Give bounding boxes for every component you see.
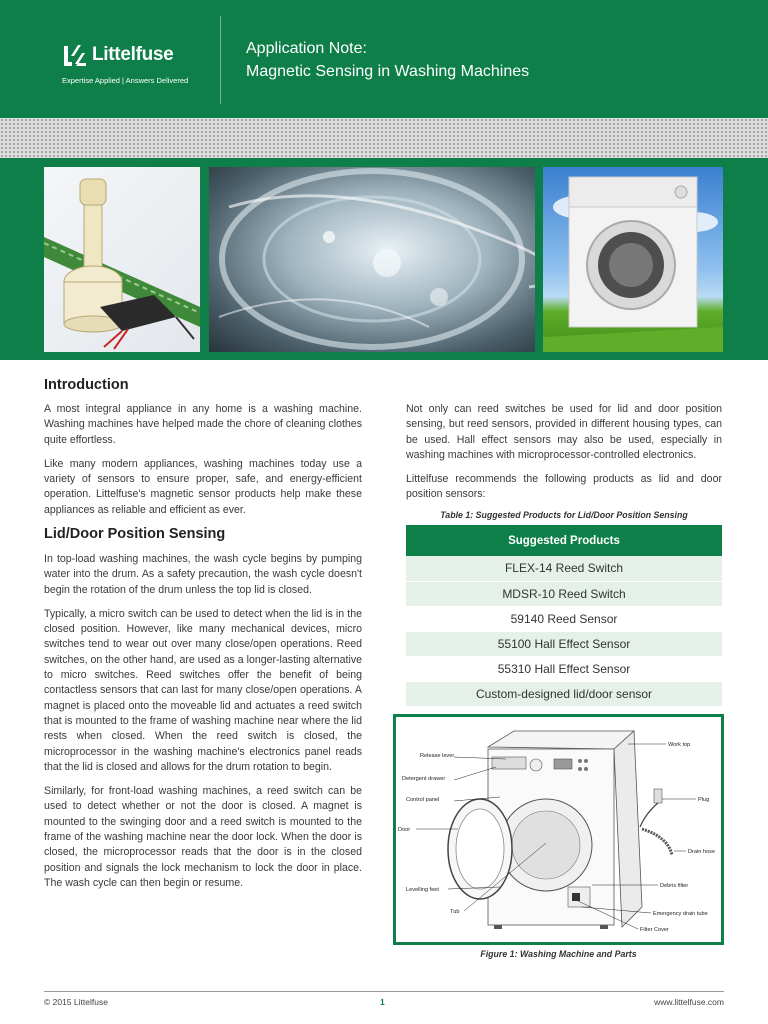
table-caption: Table 1: Suggested Products for Lid/Door Position Sensing: [440, 510, 688, 520]
right-paragraph-1: Not only can reed switches be used for lid and door position sensing, but reed sensors, provided in different housing types, can be used. Hall effect sensors may also be used, especially in washing machines with microprocessor-controlled electronics.: [406, 403, 722, 461]
footer-divider: [44, 991, 724, 992]
label-control-panel: Control panel: [406, 797, 440, 803]
label-tub: Tub: [450, 909, 460, 915]
lid-door-heading: Lid/Door Position Sensing: [44, 526, 226, 542]
footer-website-link[interactable]: www.littelfuse.com: [654, 997, 724, 1007]
label-work-top: Work top: [668, 742, 691, 748]
footer-page-number: 1: [380, 997, 385, 1007]
label-detergent-drawer: Detergent drawer: [402, 776, 446, 782]
dotted-pattern-band: [0, 118, 768, 158]
table-row: 55310 Hall Effect Sensor: [406, 656, 722, 681]
tagline-separator: |: [122, 76, 124, 85]
tagline-right: Answers Delivered: [125, 76, 189, 85]
introduction-text: [44, 402, 362, 527]
washing-drum-water-photo: [209, 167, 535, 352]
table-row: FLEX-14 Reed Switch: [406, 556, 722, 581]
label-door: Door: [398, 827, 411, 833]
document-title: Magnetic Sensing in Washing Machines: [246, 63, 530, 80]
footer-copyright: © 2015 Littelfuse: [44, 997, 108, 1007]
reed-sensor-product-photo: [44, 167, 200, 352]
figure-caption: Figure 1: Washing Machine and Parts: [480, 949, 637, 959]
suggested-products-table: [406, 525, 722, 707]
table-row: 55100 Hall Effect Sensor: [406, 631, 722, 656]
label-emergency-drain-tube: Emergency drain tube: [653, 911, 708, 917]
brand-tagline: [62, 76, 188, 85]
page-header: [0, 0, 768, 118]
label-debris-filter: Debris filter: [660, 883, 689, 889]
document-type: Application Note:: [246, 40, 367, 57]
tagline-left: Expertise Applied: [62, 76, 120, 85]
label-drain-hose: Drain hose: [688, 849, 716, 855]
lid-door-paragraph-2: Typically, a micro switch can be used to detect when the lid is in the closed position. However, like many mechanical devices, micro switches tend to wear out over many close/open operations. Reed switches, on the other hand, are used as a longer-lasting alternative to micro switches. Reed switches offer the benefit of being contactless sensors that can last for many close/open operations. A magnet is placed onto the moveable lid and actuates a reed switch that is mounted to the frame of washing machine near where the lid rests when closed. When the reed switch is closed, the microprocessor in the washing machine's electronics panel reads that the lid is closed and allows for the drum rotation to begin.: [44, 607, 363, 773]
littelfuse-logo-mark-icon: [62, 42, 88, 68]
lid-door-paragraph-3: Similarly, for front-load washing machines, a reed switch can be used to detect whether or not the door is closed. A magnet is mounted to the swinging door and a reed switch is mounted to the frame of the washing machine near the door lock. When the door is closed, the microprocessor reads that the door is in the closed position and signals the lock mechanism to lock the door in place. The wash cycle can then begin or resume.: [44, 785, 362, 889]
header-divider: [220, 16, 221, 104]
lid-door-paragraph-1: In top-load washing machines, the wash cycle begins by pumping water into the drum. As a safety precaution, the wash cycle doesn't begin the rotation of the drum unless the top lid is closed.: [44, 553, 362, 596]
table-row: 59140 Reed Sensor: [406, 606, 722, 631]
right-paragraph-2: Littelfuse recommends the following products as lid and door position sensors:: [406, 473, 722, 501]
label-filter-cover: Filter Cover: [640, 927, 669, 933]
introduction-paragraph-2: Like many modern appliances, washing machines today use a variety of sensors to ensure proper, safe, and energy-efficient operation. Littelfuse's magnetic sensor products help make these appliances as reliable and efficient as ever.: [44, 457, 362, 516]
label-levelling-feet: Levelling feet: [406, 887, 439, 893]
right-column-text: [406, 402, 722, 512]
label-release-lever: Release lever: [420, 753, 455, 759]
introduction-paragraph-1: A most integral appliance in any home is a washing machine. Washing machines have helped made the chore of cleaning clothes quite effortless.: [44, 403, 362, 446]
table-header: Suggested Products: [406, 525, 722, 556]
front-load-washer-photo: [543, 167, 723, 352]
table-row: MDSR-10 Reed Switch: [406, 581, 722, 606]
lid-door-text: [44, 552, 362, 900]
label-plug: Plug: [698, 797, 710, 803]
brand-name: Littelfuse: [92, 44, 174, 65]
introduction-heading: Introduction: [44, 377, 129, 393]
washing-machine-diagram: [393, 714, 724, 945]
table-row: Custom-designed lid/door sensor: [406, 681, 722, 706]
